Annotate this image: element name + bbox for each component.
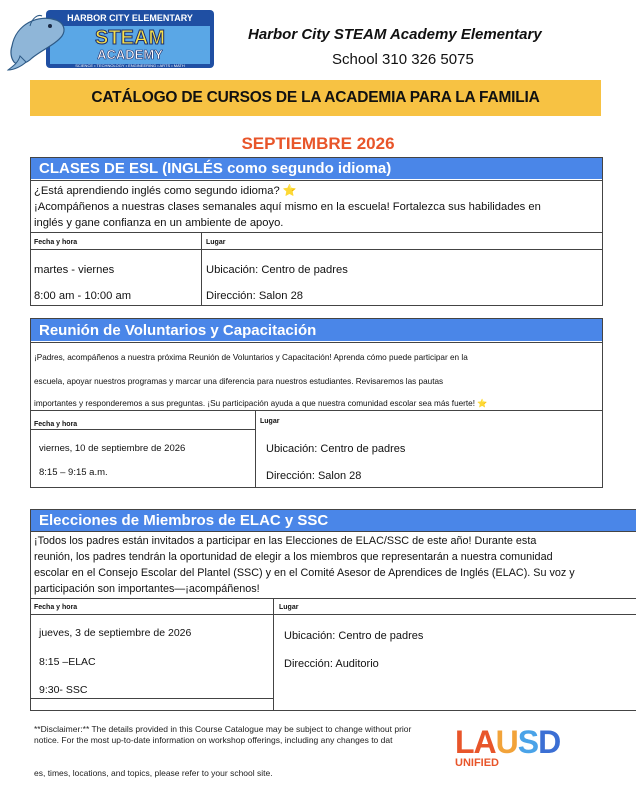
section-text-line: ¿Está aprendiendo inglés como segundo idioma? ⭐ [34, 185, 297, 197]
logo-steam-text: STEAM [95, 27, 165, 49]
school-name: Harbor City STEAM Academy Elementary [248, 26, 542, 43]
section-text-line: ¡Acompáñenos a nuestras clases semanales aquí mismo en la escuela! Fortalezca sus habilidades en [34, 201, 541, 213]
section-elac-ssc [30, 509, 636, 711]
lausd-letter: U [495, 724, 518, 760]
section-esl [30, 157, 603, 306]
place-label: Lugar [279, 604, 299, 611]
disclaimer-text: **Disclaimer:** The details provided in this Course Catalogue may be subject to change without prior notice. For the most up-to-date information on workshop offerings, including any changes to dat [34, 724, 412, 745]
place-label: Lugar [206, 239, 226, 246]
school-phone: School 310 326 5075 [332, 51, 474, 68]
section-title: CLASES DE ESL (INGLÉS como segundo idioma) [31, 158, 602, 179]
section-text-line: ¡Padres, acompáñenos a nuestra próxima Reunión de Voluntarios y Capacitación! Aprenda cómo puede participar en la [34, 353, 468, 362]
lausd-letter: D [538, 724, 561, 760]
section-text-line: escuela, apoyar nuestros programas y marcar una diferencia para nuestros estudiantes. Revisaremos las pautas [34, 377, 444, 386]
date-label: Fecha y hora [34, 604, 78, 611]
month-heading: SEPTIEMBRE 2026 [241, 134, 395, 153]
lausd-letter: A [473, 724, 496, 760]
disclaimer-tail: es, times, locations, and topics, please refer to your school site. [34, 768, 273, 778]
address-line: Dirección: Salon 28 [206, 290, 304, 302]
section-text-line: inglés y gane confianza en un ambiente de apoyo. [34, 217, 284, 229]
address-line: Dirección: Auditorio [284, 658, 379, 670]
catalog-title: CATÁLOGO DE CURSOS DE LA ACADEMIA PARA LA FAMILIA [91, 89, 540, 106]
section-text-line: importantes y responderemos a sus preguntas. ¡Su participación ayuda a que nuestra comunidad escolar sea más fuerte! ⭐ [34, 399, 488, 408]
location-line: Ubicación: Centro de padres [284, 630, 424, 642]
section-volunteers [30, 318, 603, 488]
time-line: 8:00 am - 10:00 am [34, 290, 132, 302]
date-label: Fecha y hora [34, 239, 78, 246]
section-text-line: participación son importantes—¡acompáñenos! [34, 583, 260, 595]
section-text-line: escolar en el Consejo Escolar del Plantel (SSC) y en el Comité Asesor de Aprendices de Inglés (ELAC). Su voz y [34, 567, 575, 579]
lausd-letter: S [517, 724, 539, 760]
time-line: 8:15 –ELAC [39, 656, 96, 668]
school-logo [6, 6, 216, 74]
date-line: jueves, 3 de septiembre de 2026 [39, 627, 192, 639]
date-line: martes - viernes [34, 264, 115, 276]
section-title: Reunión de Voluntarios y Capacitación [31, 319, 602, 341]
lausd-logo [455, 724, 595, 771]
place-label: Lugar [260, 418, 280, 425]
date-line: viernes, 10 de septiembre de 2026 [39, 443, 186, 454]
section-title: Elecciones de Miembros de ELAC y SSC [31, 510, 636, 531]
logo-academy-text: ACADEMY [97, 47, 163, 62]
logo-top-text: HARBOR CITY ELEMENTARY [67, 13, 193, 23]
time-line: 8:15 – 9:15 a.m. [39, 467, 108, 478]
logo-tagline: SCIENCE • TECHNOLOGY • ENGINEERING • ARTS • MATH [75, 63, 185, 68]
location-line: Ubicación: Centro de padres [266, 443, 406, 455]
catalog-banner [30, 80, 601, 116]
address-line: Dirección: Salon 28 [266, 470, 362, 482]
location-line: Ubicación: Centro de padres [206, 264, 348, 276]
date-label: Fecha y hora [34, 421, 78, 428]
lausd-subtitle: UNIFIED [455, 757, 499, 769]
section-text-line: reunión, los padres tendrán la oportunidad de elegir a los miembros que representarán a nuestra comunidad [34, 551, 553, 563]
lausd-letter: L [455, 724, 474, 760]
section-text-line: ¡Todos los padres están invitados a participar en las Elecciones de ELAC/SSC de este año! Durante esta [34, 535, 537, 547]
time-line: 9:30- SSC [39, 684, 88, 696]
